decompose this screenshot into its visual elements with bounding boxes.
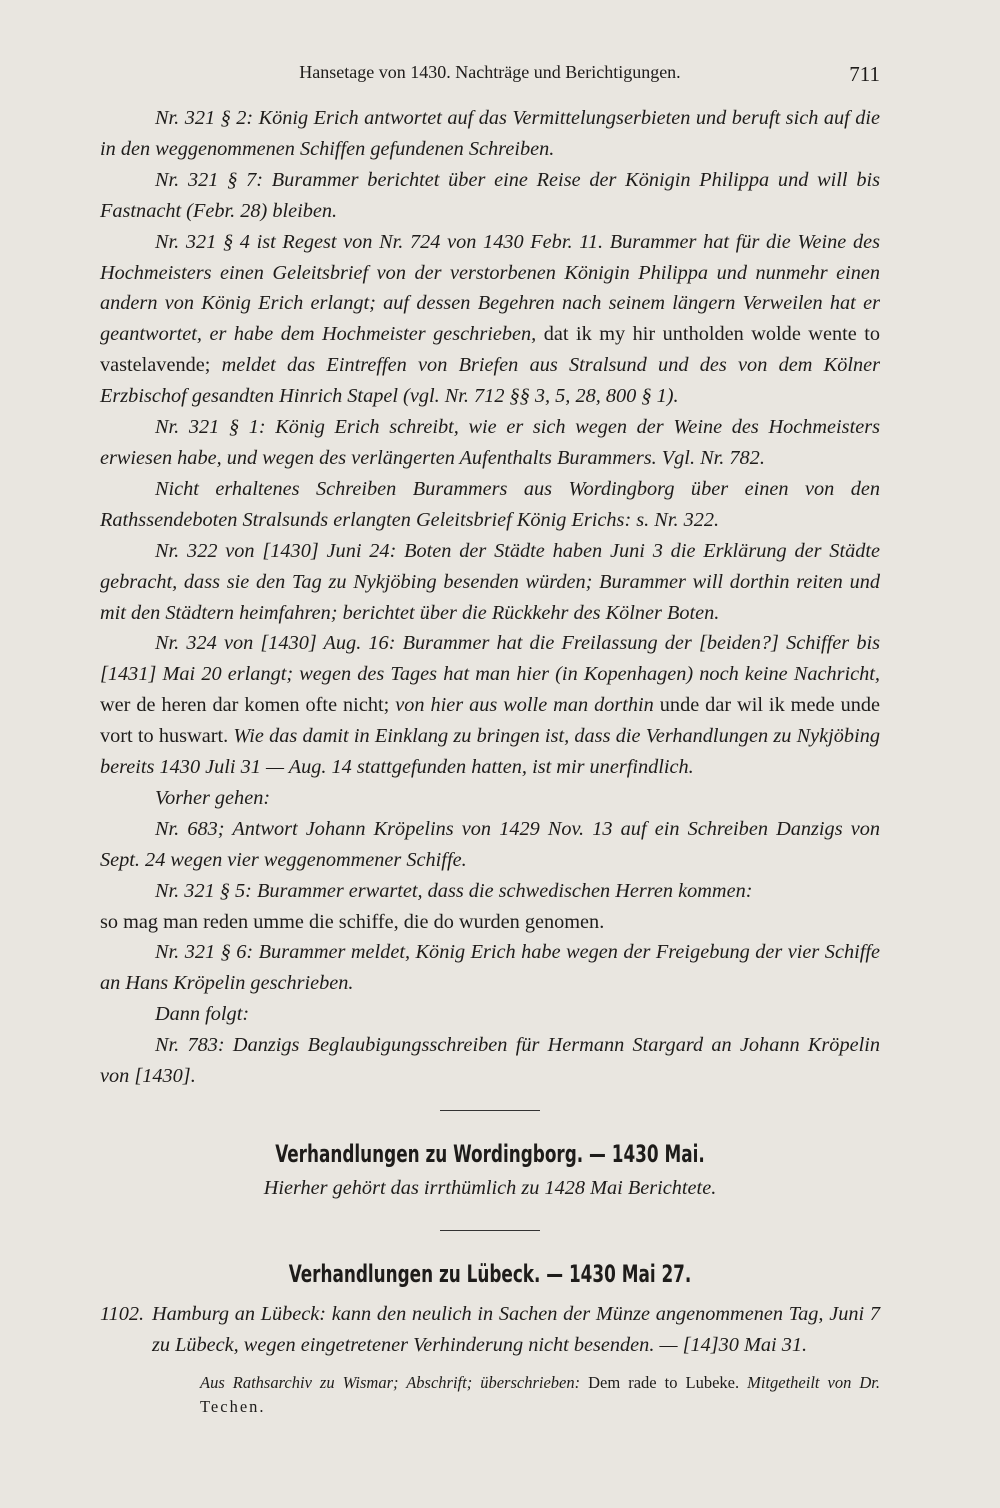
section-note: Hierher gehört das irrthümlich zu 1428 Mai Berichtete. xyxy=(263,1177,717,1199)
regest-text: Hamburg an Lübeck: kann den neulich in Sachen der Münze angenommenen Tag, Juni 7 zu Lübeck, wegen eingetretener Verhinderung nicht besenden. — [14]30 Mai 31. xyxy=(152,1302,880,1356)
paragraph: Nicht erhaltenes Schreiben Burammers aus Wordingborg über einen von den Rathssendeboten Stralsunds erlangten Geleitsbrief König Erichs: s. Nr. 322. xyxy=(100,477,880,531)
paragraph: Nr. 783: Danzigs Beglaubigungsschreiben für Hermann Stargard an Johann Kröpelin von [1430]. xyxy=(100,1034,880,1088)
paragraph-italic-text: meldet das Eintreffen von Briefen aus Stralsund und des von dem Kölner Erzbischof gesandten Hinrich Stapel (vgl. Nr. 712 §§ 3, 5, 28, 800 § 1). xyxy=(100,354,880,408)
paragraph: Nr. 321 § 6: Burammer meldet, König Erich habe wegen der Freigebung der vier Schiffe an Hans Kröpelin geschrieben. xyxy=(100,941,880,995)
source-note xyxy=(100,1371,880,1419)
regest-number: 1102. xyxy=(100,1302,145,1325)
source-author: Techen xyxy=(200,1396,260,1416)
quotation-text: so mag man reden umme die schiffe, die do wurden genomen. xyxy=(100,910,605,933)
paragraph: Nr. 321 § 1: König Erich schreibt, wie er sich wegen der Weine des Hochmeisters erwiesen habe, und wegen des verlängerten Aufenthalts Burammers. Vgl. Nr. 782. xyxy=(100,416,880,469)
section-heading: Verhandlungen zu Wordingborg. — 1430 Mai. xyxy=(275,1140,705,1168)
quotation-text: wer de heren dar komen ofte nicht; xyxy=(100,694,390,717)
paragraph-italic-text: Wie das damit in Einklang zu bringen ist, dass die Verhandlungen zu Nykjöbing bereits 1430 Juli 31 — Aug. 14 stattgefunden hatten, ist mir unerfindlich. xyxy=(100,725,880,779)
source-text: . xyxy=(259,1396,264,1416)
paragraph: Nr. 321 § 2: König Erich antwortet auf das Vermittelungserbieten und beruft sich auf die in den weggenommenen Schiffen gefundenen Schreiben. xyxy=(100,107,880,160)
source-quote: Dem rade to Lubeke. xyxy=(588,1372,740,1392)
paragraph: Vorher gehen: xyxy=(155,786,271,809)
section-heading: Verhandlungen zu Lübeck. — 1430 Mai 27. xyxy=(288,1259,692,1288)
running-title: Hansetage von 1430. Nachträge und Berichtigungen. xyxy=(299,62,681,82)
page-number: 711 xyxy=(849,62,880,86)
source-text: Aus Rathsarchiv zu Wismar; Abschrift; überschrieben: xyxy=(200,1372,581,1392)
paragraph-italic-text: Nr. 324 von [1430] Aug. 16: Burammer hat die Freilassung der [beiden?] Schiffer bis [1431] Mai 20 erlangt; wegen des Tages hat man hier (in Kopenhagen) noch keine Nachricht, xyxy=(100,632,880,686)
paragraph-italic-text: Nr. 321 § 4 ist Regest von Nr. 724 von 1430 Febr. 11. Burammer hat für die Weine des Hochmeisters einen Geleitsbrief von der verstorbenen Königin Philippa und nunmehr einen andern von König Erich erlangt; auf dessen Begehren nach seinem längern Verweilen hat er geantwortet, er habe dem Hochmeister geschrieben, xyxy=(100,230,880,346)
text-body xyxy=(100,103,880,1419)
quotation-text: unde dar wil ik mede unde vort to huswart. xyxy=(100,694,880,748)
paragraph xyxy=(100,628,880,783)
source-text: Mitgetheilt von Dr. xyxy=(747,1372,880,1392)
page-header xyxy=(100,62,880,88)
paragraph: Nr. 683; Antwort Johann Kröpelins von 1429 Nov. 13 auf ein Schreiben Danzigs von Sept. 24 wegen vier weggenommener Schiffe. xyxy=(100,817,880,871)
paragraph: Nr. 322 von [1430] Juni 24: Boten der Städte haben Juni 3 die Erklärung der Städte gebracht, dass sie den Tag zu Nykjöbing besenden würden; Burammer will dorthin reiten und mit den Städtern heimfahren; berichtet über die Rückkehr des Kölner Boten. xyxy=(100,539,880,624)
paragraph xyxy=(100,876,880,938)
paragraph xyxy=(100,227,880,412)
quotation-text: dat ik my hir untholden wolde wente to vastelavende; xyxy=(100,323,880,377)
paragraph-italic-text: Nr. 321 § 5: Burammer erwartet, dass die schwedischen Herren kommen: xyxy=(155,879,753,902)
regest-entry xyxy=(100,1299,880,1361)
paragraph: Nr. 321 § 7: Burammer berichtet über eine Reise der Königin Philippa und will bis Fastnacht (Febr. 28) bleiben. xyxy=(100,168,880,222)
paragraph-italic-text: von hier aus wolle man dorthin xyxy=(395,694,654,717)
paragraph: Dann folgt: xyxy=(155,1003,250,1026)
